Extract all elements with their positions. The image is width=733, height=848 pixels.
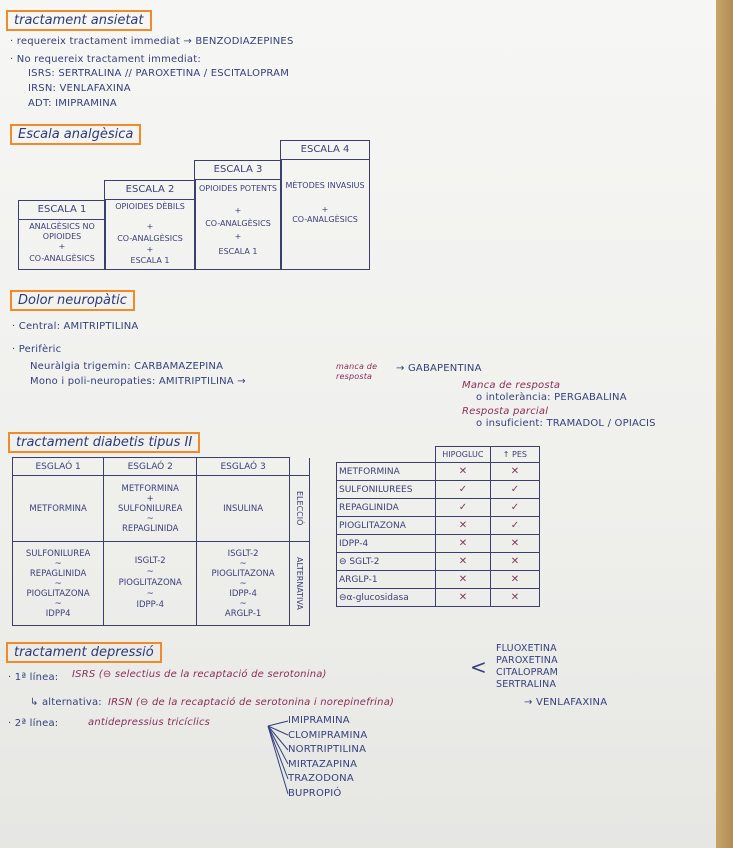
drug-item: SERTRALINA [496,679,557,690]
risk-pes: ✕ [490,553,539,571]
step-item: ~ [239,598,247,609]
step-item: IDPP4 [45,608,71,619]
drug-item: TRAZODONA [288,773,354,784]
step-item: ARGLP-1 [224,608,262,619]
dolor-line: o insuficient: TRAMADOL / OPIACIS [476,418,656,429]
risk-hipo: ✕ [436,571,491,589]
risk-pes: ✓ [490,499,539,517]
risk-drug: REPAGLINIDA [337,499,436,517]
drug-item: BUPROPIÓ [288,787,342,799]
escala-header: ESCALA 2 [105,181,195,200]
risk-pes: ✕ [490,571,539,589]
drug-item: MIRTAZAPINA [288,758,358,770]
dolor-line: Mono i poli-neuropaties: AMITRIPTILINA → [30,376,246,387]
escala-item: + [234,206,242,215]
risk-header: HIPOGLUC [436,447,491,463]
depressio-line: IRSN (⊖ de la recaptació de serotonina i norepinefrina) [108,697,395,708]
risk-pes: ✕ [490,535,539,553]
ansietat-line: ISRS: SERTRALINA // PAROXETINA / ESCITALOPRAM [28,68,290,79]
step-item: ~ [239,558,247,569]
section-title-escala: Escala analgèsica [10,124,141,145]
side-label: ELECCIÓ [290,476,310,542]
dolor-line: → GABAPENTINA [396,363,482,374]
dolor-line: Neuràlgia trigemin: CARBAMAZEPINA [30,361,224,372]
diabetis-risk-table [336,446,540,607]
dolor-line: o intolerància: PERGABALINA [476,392,627,403]
depressio-line: antidepressius tricíclics [88,717,211,728]
escala-item: ESCALA 1 [218,247,258,256]
step-item: ISGLT-2 [227,548,259,559]
escala-item: ESCALA 1 [130,256,170,265]
risk-drug: PIOGLITAZONA [337,517,436,535]
step-cell [13,542,104,626]
dolor-line: · Central: AMITRIPTILINA [12,321,139,332]
risk-row [337,499,540,517]
risk-header: ↑ PES [490,447,539,463]
risk-drug: IDPP-4 [337,535,436,553]
risk-drug: SULFONILUREES [337,481,436,499]
risk-hipo: ✕ [436,517,491,535]
step-item: ~ [54,558,62,569]
dolor-note: Resposta parcial [462,406,549,417]
step-item: ~ [146,567,154,577]
drug-item: FLUOXETINA [496,643,557,654]
step-item: PIOGLITAZONA [118,578,182,588]
step-item: + [146,493,154,504]
risk-pes: ✓ [490,517,539,535]
dolor-note: Manca de resposta [462,380,561,391]
side-blank [290,458,310,476]
step-header: ESGLAÓ 2 [104,458,197,476]
step-cell: INSULINA [197,476,290,542]
depressio-line: · 1ª línea: [8,672,59,683]
depressio-list-1 [496,643,558,691]
step-cell [104,542,197,626]
step-item: ~ [54,578,62,589]
escala-item: + [146,222,154,231]
section-title-depressio: tractament depressió [6,642,162,663]
risk-drug: ARGLP-1 [337,571,436,589]
section-title-ansietat: tractament ansietat [6,10,152,31]
ansietat-line: · No requereix tractament immediat: [10,54,201,65]
risk-pes: ✕ [490,589,539,607]
step-item: IDPP-4 [229,588,257,599]
step-item: PIOGLITAZONA [26,588,90,599]
depressio-line: · 2ª línea: [8,718,59,729]
escala-item: + [234,232,242,241]
depressio-line: → VENLAFAXINA [524,697,608,708]
risk-pes: ✕ [490,463,539,481]
escala-item: CO-ANALGÈSICS [29,254,95,263]
risk-row [337,571,540,589]
risk-row [337,463,540,481]
drug-item: CLOMIPRAMINA [288,729,368,741]
risk-hipo: ✕ [436,463,491,481]
step-item: REPAGLINIDA [122,523,179,534]
escala-header: ESCALA 4 [281,141,369,160]
step-header: ESGLAÓ 3 [197,458,290,476]
risk-drug: ⊖ SGLT-2 [337,553,436,571]
step-item: IDPP-4 [136,600,165,610]
escala-item: CO-ANALGÈSICS [205,219,271,228]
escala-item: + [58,242,66,251]
step-item: SULFONILUREA [118,503,183,514]
step-cell [197,542,290,626]
step-item: METFORMINA [121,483,179,494]
escala-item: OPIOIDES POTENTS [199,184,277,193]
risk-row [337,589,540,607]
ansietat-line: ADT: IMIPRAMINA [28,98,117,109]
risk-drug: ⊖α-glucosidasa [337,589,436,607]
risk-row [337,553,540,571]
ansietat-line: IRSN: VENLAFAXINA [28,83,131,94]
step-item: PIOGLITAZONA [211,568,275,579]
drug-item: CITALOPRAM [496,667,559,678]
dolor-line: · Perifèric [12,344,62,355]
escala-item: ANALGÈSICS NO OPIOIDES [29,222,95,241]
risk-hipo: ✕ [436,589,491,607]
fan-arrows-icon [264,718,290,800]
step-item: ~ [146,513,154,524]
step-item: ~ [239,578,247,589]
escala-3 [194,160,282,270]
depressio-line: ISRS (⊖ selectius de la recaptació de serotonina) [72,669,327,680]
escala-item: + [321,205,329,214]
drug-item: PAROXETINA [496,655,558,666]
step-item: REPAGLINIDA [29,568,87,579]
risk-hipo: ✓ [436,481,491,499]
escala-1 [18,200,106,270]
escala-2 [104,180,196,270]
section-title-diabetis: tractament diabetis tipus II [8,432,200,453]
drug-item: NORTRIPTILINA [288,744,367,755]
escala-header: ESCALA 1 [19,201,105,220]
escala-item: MÈTODES INVASIUS [285,181,365,190]
brace-icon: < [470,655,487,679]
escala-item: + [146,245,154,254]
risk-hipo: ✕ [436,553,491,571]
escala-item: OPIOIDES DÈBILS [115,202,185,211]
depressio-line: ↳ alternativa: [30,697,102,708]
escala-4 [280,140,370,270]
step-header: ESGLAÓ 1 [13,458,104,476]
step-cell: METFORMINA [13,476,104,542]
risk-hipo: ✓ [436,499,491,517]
section-title-dolor: Dolor neuropàtic [10,290,135,311]
side-label: ALTERNATIVA [290,542,310,626]
escala-item: CO-ANALGÈSICS [117,234,183,243]
depressio-list-2 [288,714,367,801]
dolor-note: manca de resposta [336,362,378,381]
risk-row [337,535,540,553]
step-item: ~ [54,598,62,609]
step-item: SULFONILUREA [25,548,91,559]
escala-header: ESCALA 3 [195,161,281,180]
risk-drug: METFORMINA [337,463,436,481]
ansietat-line: · requereix tractament immediat → BENZODIAZEPINES [10,36,294,47]
risk-corner [337,447,436,463]
step-cell [104,476,197,542]
step-item: ~ [146,589,154,599]
step-item: ISGLT-2 [134,556,166,566]
risk-hipo: ✕ [436,535,491,553]
risk-pes: ✓ [490,481,539,499]
desk-edge [716,0,733,848]
risk-row [337,517,540,535]
diabetis-steps-table [12,457,310,626]
escala-item: CO-ANALGÈSICS [292,215,358,224]
risk-row [337,481,540,499]
drug-item: IMIPRAMINA [288,715,350,726]
